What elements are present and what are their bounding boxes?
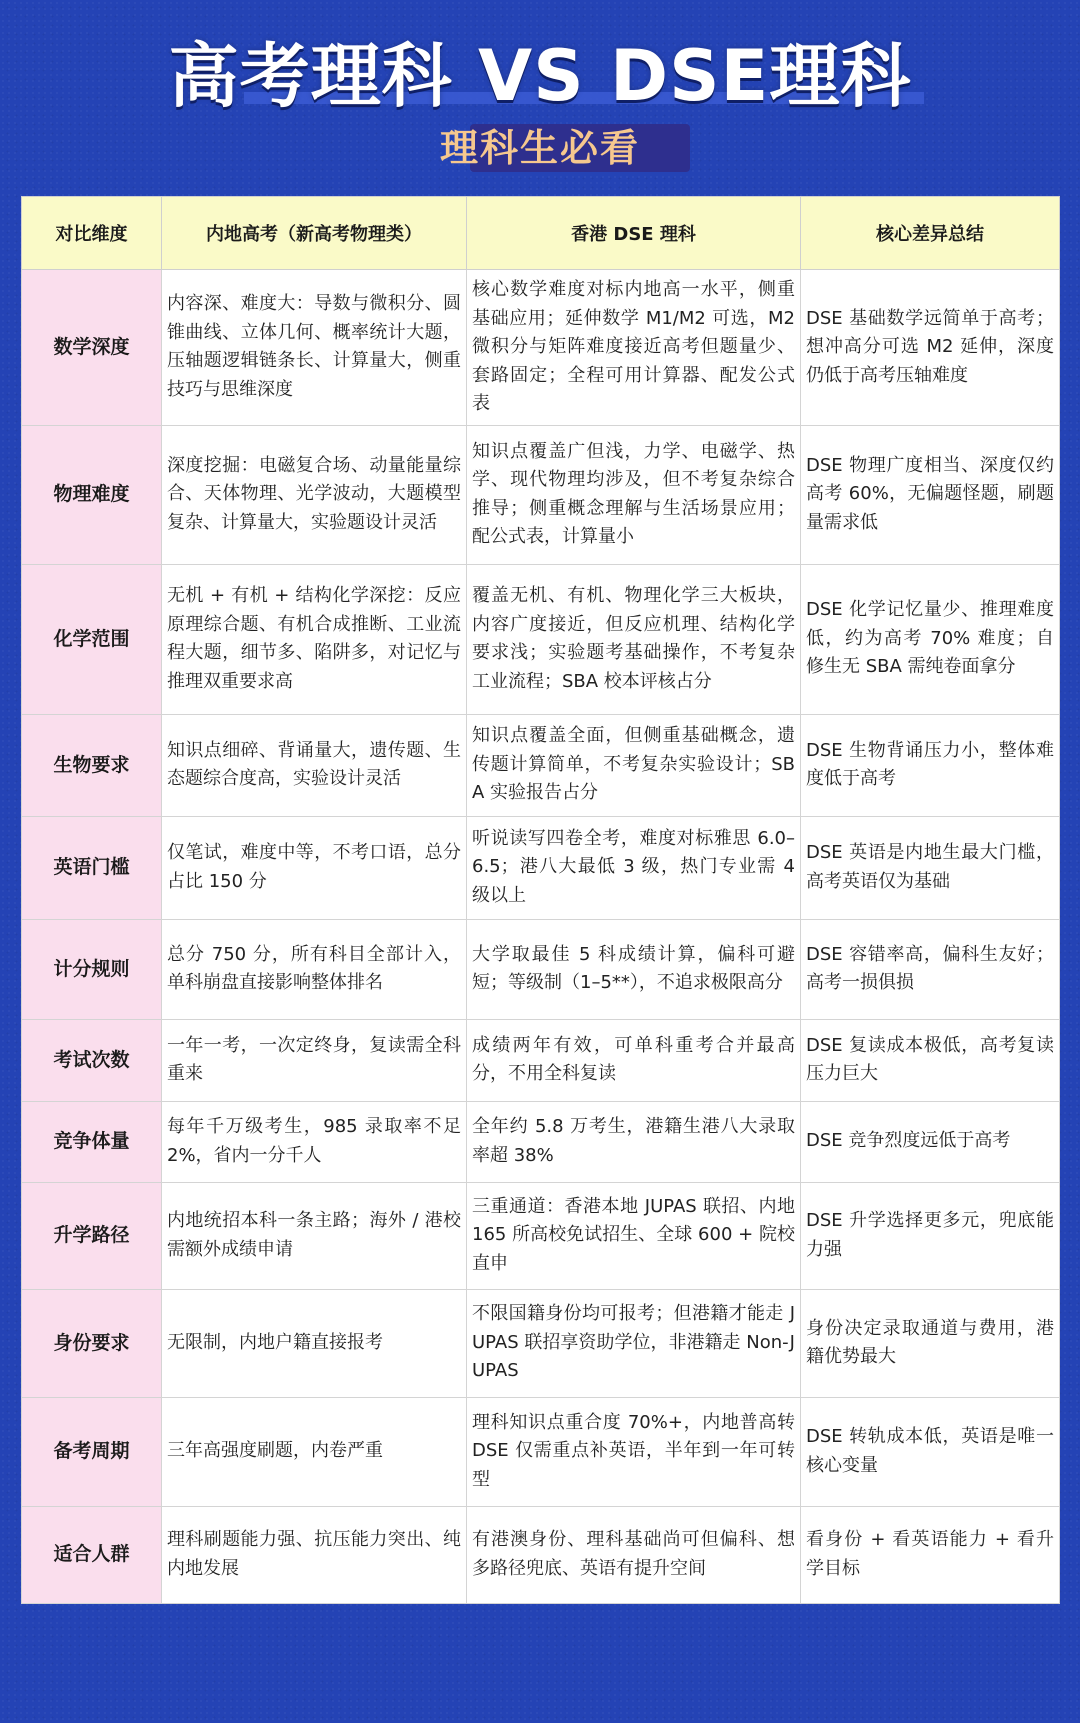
table-row: [22, 270, 1060, 426]
row-gaokao: 深度挖掘：电磁复合场、动量能量综合、天体物理、光学波动，大题模型复杂、计算量大，实验题设计灵活: [162, 425, 467, 564]
table-row: [22, 1289, 1060, 1397]
header-gaokao: 内地高考（新高考物理类）: [162, 197, 467, 270]
page-title: 高考理科 VS DSE理科: [168, 35, 912, 117]
table-row: [22, 1506, 1060, 1603]
row-summary: DSE 物理广度相当、深度仅约高考 60%，无偏题怪题，刷题量需求低: [801, 425, 1060, 564]
row-dse: 核心数学难度对标内地高一水平，侧重基础应用；延伸数学 M1/M2 可选，M2 微积分与矩阵难度接近高考但题量少、套路固定；全程可用计算器、配发公式表: [467, 270, 801, 426]
row-summary: DSE 竞争烈度远低于高考: [801, 1101, 1060, 1182]
row-dse: 覆盖无机、有机、物理化学三大板块，内容广度接近，但反应机理、结构化学要求浅；实验题考基础操作，不考复杂工业流程；SBA 校本评核占分: [467, 564, 801, 714]
row-gaokao: 三年高强度刷题，内卷严重: [162, 1397, 467, 1506]
table-row: [22, 1182, 1060, 1289]
row-summary: DSE 升学选择更多元，兜底能力强: [801, 1182, 1060, 1289]
page-subtitle: 理科生必看: [439, 126, 640, 170]
row-summary: DSE 转轨成本低，英语是唯一核心变量: [801, 1397, 1060, 1506]
row-summary: 看身份 + 看英语能力 + 看升学目标: [801, 1506, 1060, 1603]
row-dimension: 英语门槛: [22, 816, 162, 919]
row-dse: 不限国籍身份均可报考；但港籍才能走 JUPAS 联招享资助学位，非港籍走 Non-JUPAS: [467, 1289, 801, 1397]
row-dse: 知识点覆盖广但浅，力学、电磁学、热学、现代物理均涉及，但不考复杂综合推导；侧重概念理解与生活场景应用；配公式表，计算量小: [467, 425, 801, 564]
table-row: [22, 1101, 1060, 1182]
row-dimension: 竞争体量: [22, 1101, 162, 1182]
row-dimension: 适合人群: [22, 1506, 162, 1603]
row-gaokao: 理科刷题能力强、抗压能力突出、纯内地发展: [162, 1506, 467, 1603]
table-row: [22, 919, 1060, 1019]
row-dimension: 备考周期: [22, 1397, 162, 1506]
table-row: [22, 425, 1060, 564]
row-dimension: 数学深度: [22, 270, 162, 426]
header-summary: 核心差异总结: [801, 197, 1060, 270]
table-row: [22, 564, 1060, 714]
row-dse: 有港澳身份、理科基础尚可但偏科、想多路径兜底、英语有提升空间: [467, 1506, 801, 1603]
row-gaokao: 无机 + 有机 + 结构化学深挖：反应原理综合题、有机合成推断、工业流程大题，细节多、陷阱多，对记忆与推理双重要求高: [162, 564, 467, 714]
row-dimension: 计分规则: [22, 919, 162, 1019]
row-summary: DSE 化学记忆量少、推理难度低，约为高考 70% 难度；自修生无 SBA 需纯卷面拿分: [801, 564, 1060, 714]
row-summary: DSE 容错率高，偏科生友好；高考一损俱损: [801, 919, 1060, 1019]
row-dse: 知识点覆盖全面，但侧重基础概念，遗传题计算简单，不考复杂实验设计；SBA 实验报告占分: [467, 714, 801, 816]
table-row: [22, 1397, 1060, 1506]
table-header-row: [22, 197, 1060, 270]
table-row: [22, 816, 1060, 919]
row-gaokao: 每年千万级考生，985 录取率不足 2%，省内一分千人: [162, 1101, 467, 1182]
row-dse: 成绩两年有效，可单科重考合并最高分，不用全科复读: [467, 1019, 801, 1101]
comparison-table: [21, 196, 1060, 1604]
header-dimension: 对比维度: [22, 197, 162, 270]
row-gaokao: 总分 750 分，所有科目全部计入，单科崩盘直接影响整体排名: [162, 919, 467, 1019]
row-gaokao: 无限制，内地户籍直接报考: [162, 1289, 467, 1397]
row-dse: 三重通道：香港本地 JUPAS 联招、内地 165 所高校免试招生、全球 600 + 院校直申: [467, 1182, 801, 1289]
page-header: [0, 0, 1080, 196]
row-summary: DSE 基础数学远简单于高考；想冲高分可选 M2 延伸，深度仍低于高考压轴难度: [801, 270, 1060, 426]
row-gaokao: 内地统招本科一条主路；海外 / 港校需额外成绩申请: [162, 1182, 467, 1289]
row-dse: 听说读写四卷全考，难度对标雅思 6.0–6.5；港八大最低 3 级，热门专业需 4 级以上: [467, 816, 801, 919]
header-dse: 香港 DSE 理科: [467, 197, 801, 270]
row-gaokao: 一年一考，一次定终身，复读需全科重来: [162, 1019, 467, 1101]
row-summary: 身份决定录取通道与费用，港籍优势最大: [801, 1289, 1060, 1397]
row-dimension: 升学路径: [22, 1182, 162, 1289]
row-dimension: 身份要求: [22, 1289, 162, 1397]
row-summary: DSE 英语是内地生最大门槛，高考英语仅为基础: [801, 816, 1060, 919]
row-gaokao: 知识点细碎、背诵量大，遗传题、生态题综合度高，实验设计灵活: [162, 714, 467, 816]
row-dimension: 物理难度: [22, 425, 162, 564]
row-summary: DSE 复读成本极低，高考复读压力巨大: [801, 1019, 1060, 1101]
table-row: [22, 714, 1060, 816]
row-gaokao: 仅笔试，难度中等，不考口语，总分占比 150 分: [162, 816, 467, 919]
table-row: [22, 1019, 1060, 1101]
row-dse: 大学取最佳 5 科成绩计算，偏科可避短；等级制（1–5**），不追求极限高分: [467, 919, 801, 1019]
row-dse: 全年约 5.8 万考生，港籍生港八大录取率超 38%: [467, 1101, 801, 1182]
row-dimension: 化学范围: [22, 564, 162, 714]
row-dse: 理科知识点重合度 70%+，内地普高转 DSE 仅需重点补英语，半年到一年可转型: [467, 1397, 801, 1506]
row-gaokao: 内容深、难度大：导数与微积分、圆锥曲线、立体几何、概率统计大题，压轴题逻辑链条长、计算量大，侧重技巧与思维深度: [162, 270, 467, 426]
row-summary: DSE 生物背诵压力小，整体难度低于高考: [801, 714, 1060, 816]
row-dimension: 考试次数: [22, 1019, 162, 1101]
row-dimension: 生物要求: [22, 714, 162, 816]
